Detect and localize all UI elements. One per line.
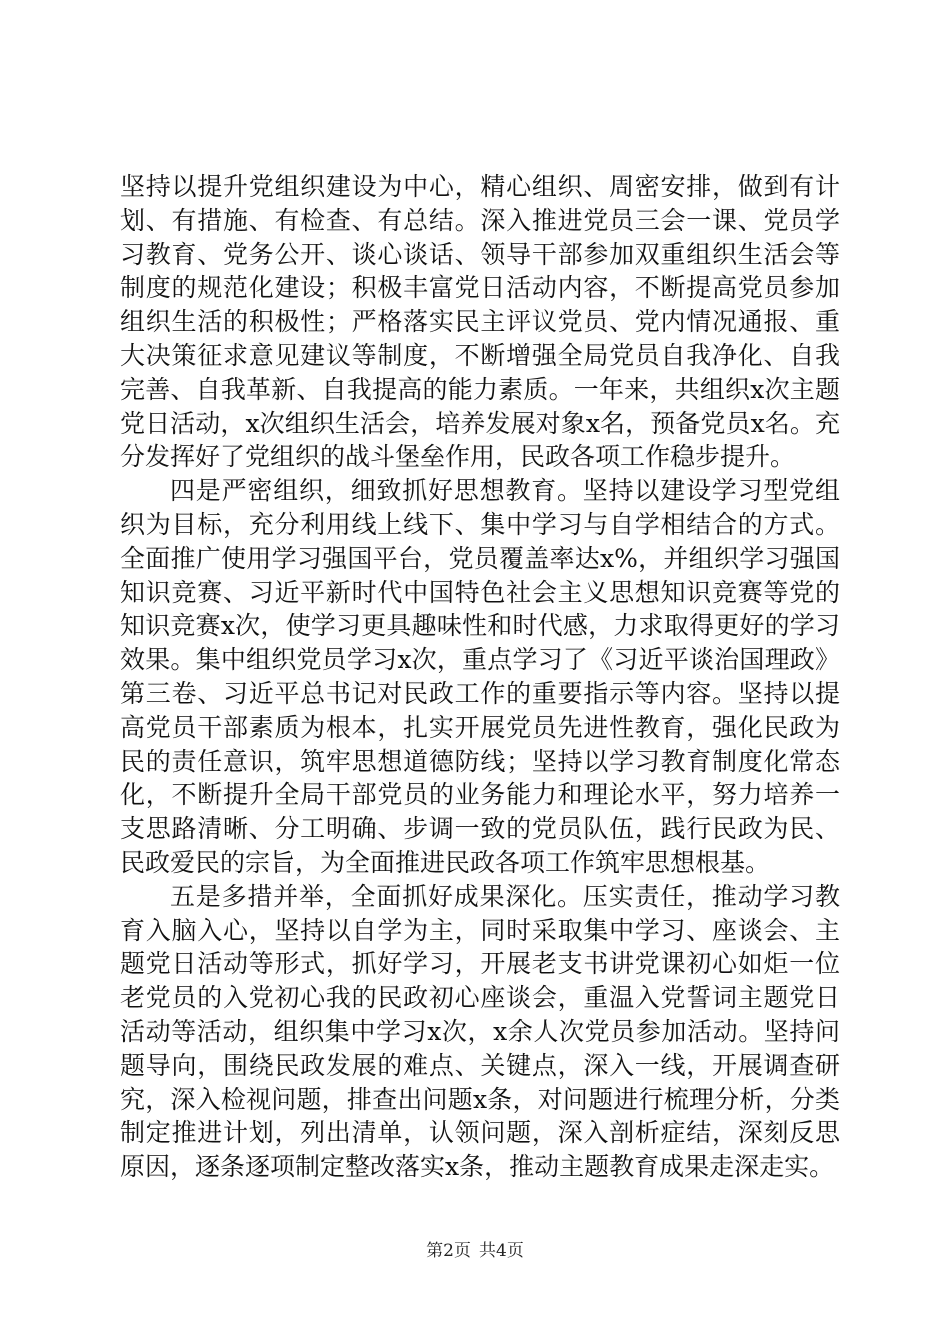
page-total: 共4页 <box>479 1241 524 1261</box>
page-number: 第2页 <box>426 1241 471 1261</box>
paragraph-continued: 坚持以提升党组织建设为中心，精心组织、周密安排，做到有计划、有措施、有检查、有总结。深入推进党员三会一课、党员学习教育、党务公开、谈心谈话、领导干部参加双重组织生活会等制度的规范化建设；积极丰富党日活动内容，不断提高党员参加组织生活的积极性；严格落实民主评议党员、党内情况通报、重大决策征求意见建议等制度，不断增强全局党员自我净化、自我完善、自我革新、自我提高的能力素质。一年来，共组织x次主题党日活动，x次组织生活会，培养发展对象x名，预备党员x名。充分发挥好了党组织的战斗堡垒作用，民政各项工作稳步提升。 <box>120 172 840 472</box>
paragraph-section-four: 四是严密组织，细致抓好思想教育。坚持以建设学习型党组织为目标，充分利用线上线下、集中学习与自学相结合的方式。全面推广使用学习强国平台，党员覆盖率达x%，并组织学习强国知识竞赛、习近平新时代中国特色社会主义思想知识竞赛等党的知识竞赛x次，使学习更具趣味性和时代感，力求取得更好的学习效果。集中组织党员学习x次，重点学习了《习近平谈治国理政》第三卷、习近平总书记对民政工作的重要指示等内容。坚持以提高党员干部素质为根本，扎实开展党员先进性教育，强化民政为民的责任意识，筑牢思想道德防线；坚持以学习教育制度化常态化，不断提升全局干部党员的业务能力和理论水平，努力培养一支思路清晰、分工明确、步调一致的党员队伍，践行民政为民、民政爱民的宗旨，为全面推进民政各项工作筑牢思想根基。 <box>120 476 840 877</box>
document-body <box>120 170 840 1184</box>
page-footer <box>0 1236 950 1261</box>
paragraph-section-five: 五是多措并举，全面抓好成果深化。压实责任，推动学习教育入脑入心，坚持以自学为主，同时采取集中学习、座谈会、主题党日活动等形式，抓好学习，开展老支书讲党课初心如炬一位老党员的入党初心我的民政初心座谈会，重温入党誓词主题党日活动等活动，组织集中学习x次，x余人次党员参加活动。坚持问题导向，围绕民政发展的难点、关键点，深入一线，开展调查研究，深入检视问题，排查出问题x条，对问题进行梳理分析，分类制定推进计划，列出清单，认领问题，深入剖析症结，深刻反思原因，逐条逐项制定整改落实x条，推动主题教育成果走深走实。 <box>120 881 840 1182</box>
